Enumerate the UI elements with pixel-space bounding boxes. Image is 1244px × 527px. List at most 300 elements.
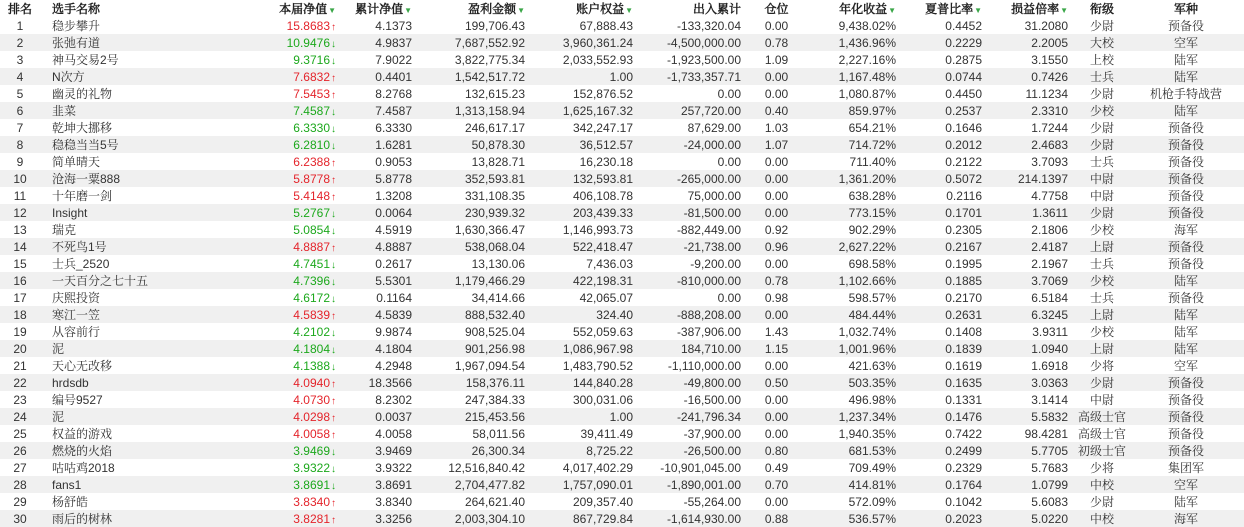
table-row[interactable]: [0, 85, 1244, 102]
cell-name[interactable]: 不死鸟1号: [40, 238, 238, 255]
cell-profit: 888,532.40: [420, 306, 533, 323]
cell-name[interactable]: 杨舒皓: [52, 495, 89, 509]
cell-name[interactable]: hrdsdb: [40, 374, 238, 391]
cell-rank: 2: [0, 34, 40, 51]
cell-ratio: 5.6083: [1031, 494, 1068, 509]
cell-equity: 7,436.03: [586, 256, 633, 271]
cell-name[interactable]: 一天百分之七十五: [40, 272, 238, 289]
cell-name[interactable]: 士兵_2520: [52, 257, 110, 271]
cell-equity: 8,725.22: [533, 442, 641, 459]
nav-value: 5.8778: [293, 171, 330, 186]
table-row[interactable]: [0, 170, 1244, 187]
cell-ratio: 3.9311: [1032, 324, 1068, 339]
cell-ratio: 2.4683: [990, 136, 1076, 153]
cell-equity: 144,840.28: [533, 374, 641, 391]
table-row[interactable]: [0, 476, 1244, 493]
nav-value: 10.9476: [286, 35, 330, 50]
cell-annual: 9,438.02%: [838, 18, 896, 33]
cell-position: 0.00: [749, 204, 804, 221]
cell-grade: 上尉: [1076, 306, 1128, 323]
cell-cum-nav: 4.1373: [375, 18, 412, 33]
table-row[interactable]: [0, 323, 1244, 340]
cell-annual: 654.21%: [848, 120, 896, 135]
cell-grade: 士兵: [1089, 291, 1114, 305]
cell-cum-nav: 18.3566: [344, 374, 420, 391]
cell-rank: 26: [0, 442, 40, 459]
arrow-down-icon: ↓: [331, 344, 336, 356]
cell-name[interactable]: 庆熙投资: [52, 291, 101, 305]
cell-branch: 预备役: [1167, 393, 1204, 407]
table-row[interactable]: [0, 425, 1244, 442]
cell-nav: [238, 340, 344, 357]
cell-nav: [238, 238, 344, 255]
nav-value: 4.7396: [293, 273, 330, 288]
cell-annual: 698.58%: [848, 256, 896, 271]
arrow-down-icon: ↓: [331, 259, 336, 271]
arrow-down-icon: ↓: [331, 463, 336, 475]
cell-ratio: 1.0940: [990, 340, 1076, 357]
cell-annual: 1,436.96%: [804, 34, 904, 51]
cell-branch: 陆军: [1173, 495, 1198, 509]
cell-branch: 预备役: [1167, 189, 1204, 203]
cell-name[interactable]: 泥: [40, 340, 238, 357]
cell-flow: -1,614,930.00: [641, 510, 749, 527]
cell-cum-nav: 8.2768: [375, 86, 412, 101]
cell-sharpe: 0.7422: [945, 426, 982, 441]
cell-sharpe: 0.1408: [945, 324, 982, 339]
sort-arrow-icon: ▼: [1060, 6, 1068, 15]
header-branch[interactable]: 军种: [1173, 2, 1198, 16]
cell-profit: 230,939.32: [420, 204, 533, 221]
cell-flow: -888,208.00: [641, 306, 749, 323]
nav-value: 5.2767: [293, 205, 330, 220]
cell-annual: 638.28%: [848, 188, 896, 203]
cell-rank: 15: [13, 256, 27, 271]
table-row[interactable]: [0, 34, 1244, 51]
cell-sharpe: 0.2229: [904, 34, 990, 51]
cell-branch: 空军: [1173, 359, 1198, 373]
table-row[interactable]: [0, 391, 1244, 408]
cell-profit: 3,822,775.34: [454, 52, 525, 67]
cell-name[interactable]: Insight: [40, 204, 238, 221]
cell-cum-nav: 3.9469: [344, 442, 420, 459]
cell-name[interactable]: 雨后的树林: [40, 510, 238, 527]
cell-profit: 1,542,517.72: [420, 68, 533, 85]
cell-equity: 324.40: [533, 306, 641, 323]
cell-profit: 2,704,477.82: [420, 476, 533, 493]
cell-name[interactable]: N次方: [40, 68, 238, 85]
cell-annual: 484.44%: [804, 306, 904, 323]
cell-grade: 少尉: [1076, 204, 1128, 221]
arrow-down-icon: ↓: [331, 293, 336, 305]
cell-position: 1.15: [749, 340, 804, 357]
cell-profit: 1,313,158.94: [420, 102, 533, 119]
cell-nav: [238, 68, 344, 85]
cell-cum-nav: 3.9322: [375, 460, 412, 475]
header-sharpe[interactable]: 夏普比率▼: [925, 2, 982, 16]
table-row[interactable]: [0, 408, 1244, 425]
cell-name[interactable]: 沧海一粟888: [40, 170, 238, 187]
cell-grade: 中校: [1076, 476, 1128, 493]
cell-cum-nav: 7.9022: [375, 52, 412, 67]
cell-ratio: 2.1806: [1031, 222, 1068, 237]
cell-equity: 1,625,167.32: [533, 102, 641, 119]
cell-nav: [238, 187, 344, 204]
cell-name[interactable]: 瑞克: [52, 223, 77, 237]
cell-sharpe: 0.1701: [904, 204, 990, 221]
header-annual[interactable]: 年化收益▼: [839, 2, 896, 16]
cell-cum-nav: 4.5839: [344, 306, 420, 323]
cell-cum-nav: 0.0064: [344, 204, 420, 221]
cell-profit: 352,593.81: [420, 170, 533, 187]
cell-rank: 7: [16, 120, 24, 135]
cell-position: 0.49: [764, 460, 789, 475]
cell-name[interactable]: 乾坤大挪移: [52, 121, 113, 135]
nav-value: 6.2810: [293, 137, 330, 152]
cell-ratio: 2.1967: [1031, 256, 1068, 271]
cell-name[interactable]: 从容前行: [52, 325, 101, 339]
cell-nav: [238, 153, 344, 170]
header-name[interactable]: 选手名称: [52, 2, 101, 16]
header-position[interactable]: 仓位: [764, 2, 789, 16]
table-row[interactable]: [0, 306, 1244, 323]
cell-grade: 少校: [1089, 325, 1114, 339]
table-body: [0, 17, 1244, 527]
nav-value: 3.9322: [293, 460, 330, 475]
cell-rank: 8: [0, 136, 40, 153]
cell-rank: 5: [16, 86, 24, 101]
table-row[interactable]: [0, 459, 1244, 476]
cell-name[interactable]: 幽灵的礼物: [52, 87, 113, 101]
cell-rank: 29: [13, 494, 27, 509]
cell-sharpe: 0.4450: [945, 86, 982, 101]
cell-position: 0.00: [749, 306, 804, 323]
table-row[interactable]: [0, 255, 1244, 272]
table-row[interactable]: [0, 238, 1244, 255]
cell-name[interactable]: 稳稳当当5号: [40, 136, 238, 153]
arrow-down-icon: ↓: [331, 446, 336, 458]
cell-nav: [238, 425, 344, 442]
nav-value: 4.0940: [293, 375, 330, 390]
cell-position: 0.00: [749, 408, 804, 425]
cell-flow: -1,923,500.00: [666, 52, 741, 67]
cell-name[interactable]: 韭菜: [40, 102, 238, 119]
nav-value: 4.7451: [293, 256, 330, 271]
nav-value: 7.6832: [293, 69, 330, 84]
cell-annual: 859.97%: [804, 102, 904, 119]
cell-name[interactable]: 简单晴天: [52, 155, 101, 169]
cell-cum-nav: 7.4587: [344, 102, 420, 119]
arrow-up-icon: ↑: [331, 242, 336, 254]
cell-branch: 陆军: [1128, 340, 1244, 357]
sort-arrow-icon: ▼: [625, 6, 633, 15]
table-row[interactable]: [0, 442, 1244, 459]
cell-grade: 士兵: [1089, 155, 1114, 169]
cell-equity: 522,418.47: [533, 238, 641, 255]
cell-annual: 709.49%: [848, 460, 896, 475]
cell-nav: [238, 119, 344, 136]
sort-arrow-icon: ▼: [404, 6, 412, 15]
nav-value: 15.8683: [286, 18, 330, 33]
cell-grade: 少将: [1089, 359, 1114, 373]
cell-nav: [238, 408, 344, 425]
cell-equity: 39,411.49: [580, 426, 633, 441]
cell-annual: 496.98%: [848, 392, 896, 407]
table-row[interactable]: [0, 68, 1244, 85]
cell-profit: 247,384.33: [464, 392, 525, 407]
cell-position: 0.00: [764, 392, 789, 407]
sort-arrow-icon: ▼: [974, 6, 982, 15]
cell-branch: 海军: [1128, 510, 1244, 527]
cell-grade: 少将: [1089, 461, 1114, 475]
nav-value: 4.0298: [293, 409, 330, 424]
cell-annual: 2,627.22%: [804, 238, 904, 255]
cell-sharpe: 0.1476: [904, 408, 990, 425]
table-row[interactable]: [0, 17, 1244, 34]
cell-sharpe: 0.0744: [904, 68, 990, 85]
arrow-up-icon: ↑: [331, 429, 336, 441]
cell-grade: 大校: [1076, 34, 1128, 51]
cell-ratio: 5.0220: [990, 510, 1076, 527]
cell-name[interactable]: 编号9527: [52, 393, 103, 407]
header-nav[interactable]: 本届净值▼: [279, 2, 336, 16]
cell-name[interactable]: 张弛有道: [40, 34, 238, 51]
cell-annual: 714.72%: [804, 136, 904, 153]
cell-sharpe: 0.1619: [945, 358, 982, 373]
cell-equity: 300,031.06: [572, 392, 633, 407]
cell-sharpe: 0.2023: [904, 510, 990, 527]
cell-sharpe: 0.2499: [904, 442, 990, 459]
cell-sharpe: 0.1646: [945, 120, 982, 135]
header-ratio[interactable]: 损益倍率▼: [1011, 2, 1068, 16]
cell-profit: 2,003,304.10: [420, 510, 533, 527]
cell-flow: -26,500.00: [641, 442, 749, 459]
table-row[interactable]: [0, 102, 1244, 119]
cell-name[interactable]: 权益的游戏: [52, 427, 113, 441]
cell-rank: 12: [0, 204, 40, 221]
cell-cum-nav: 0.4401: [344, 68, 420, 85]
cell-name[interactable]: 十年磨一剑: [52, 189, 113, 203]
table-row[interactable]: [0, 187, 1244, 204]
cell-profit: 158,376.11: [420, 374, 533, 391]
cell-position: 0.00: [764, 18, 789, 33]
cell-grade: 中校: [1076, 510, 1128, 527]
cell-nav: [238, 289, 344, 306]
cell-position: 0.96: [749, 238, 804, 255]
cell-position: 0.40: [749, 102, 804, 119]
table-row[interactable]: [0, 374, 1244, 391]
cell-name[interactable]: 神马交易2号: [52, 53, 119, 67]
arrow-down-icon: ↓: [331, 123, 336, 135]
cell-position: 0.50: [749, 374, 804, 391]
cell-grade: 少校: [1076, 272, 1128, 289]
sort-arrow-icon: ▼: [888, 6, 896, 15]
arrow-down-icon: ↓: [331, 106, 336, 118]
cell-branch: 陆军: [1173, 53, 1198, 67]
cell-flow: -4,500,000.00: [641, 34, 749, 51]
cell-position: 1.03: [764, 120, 789, 135]
cell-profit: 199,706.43: [464, 18, 525, 33]
nav-value: 4.0730: [293, 392, 330, 407]
cell-branch: 陆军: [1173, 325, 1198, 339]
table-row[interactable]: [0, 510, 1244, 527]
table-row[interactable]: [0, 153, 1244, 170]
cell-flow: -1,890,001.00: [641, 476, 749, 493]
table-row[interactable]: [0, 204, 1244, 221]
cell-branch: 预备役: [1167, 19, 1204, 33]
table-row[interactable]: [0, 221, 1244, 238]
arrow-down-icon: ↓: [331, 55, 336, 67]
table-row[interactable]: [0, 289, 1244, 306]
cell-name[interactable]: 咕咕鸡2018: [52, 461, 115, 475]
cell-equity: 1,757,090.01: [533, 476, 641, 493]
cell-nav: [238, 136, 344, 153]
cell-name[interactable]: fans1: [40, 476, 238, 493]
cell-equity: 342,247.17: [572, 120, 633, 135]
cell-annual: 536.57%: [804, 510, 904, 527]
cell-flow: -810,000.00: [641, 272, 749, 289]
cell-equity: 67,888.43: [579, 18, 633, 33]
cell-grade: 中尉: [1089, 393, 1114, 407]
table-row[interactable]: [0, 51, 1244, 68]
nav-value: 4.2102: [293, 324, 330, 339]
cell-position: 0.00: [764, 154, 789, 169]
cell-ratio: 1.7244: [1031, 120, 1068, 135]
cell-flow: -265,000.00: [641, 170, 749, 187]
cell-sharpe: 0.1995: [945, 256, 982, 271]
header-rank[interactable]: 排名: [7, 2, 32, 16]
nav-value: 4.0058: [293, 426, 330, 441]
cell-flow: 0.00: [717, 154, 741, 169]
cell-branch: 预备役: [1128, 170, 1244, 187]
cell-branch: 预备役: [1128, 374, 1244, 391]
table-row[interactable]: [0, 119, 1244, 136]
cell-position: 0.00: [764, 188, 789, 203]
sort-arrow-icon: ▼: [517, 6, 525, 15]
cell-rank: 16: [0, 272, 40, 289]
cell-sharpe: 0.2631: [904, 306, 990, 323]
cell-flow: -9,200.00: [690, 256, 741, 271]
nav-value: 9.3716: [293, 52, 330, 67]
cell-position: 0.00: [749, 68, 804, 85]
cell-equity: 36,512.57: [533, 136, 641, 153]
header-cum-nav[interactable]: 累计净值▼: [355, 2, 412, 16]
cell-name[interactable]: 稳步攀升: [52, 19, 101, 33]
cell-annual: 503.35%: [804, 374, 904, 391]
cell-branch: 预备役: [1167, 291, 1204, 305]
cell-name[interactable]: 天心无改移: [52, 359, 113, 373]
cell-sharpe: 0.2012: [904, 136, 990, 153]
cell-name[interactable]: 燃烧的火焰: [40, 442, 238, 459]
cell-profit: 908,525.04: [464, 324, 525, 339]
cell-equity: 1,483,790.52: [562, 358, 633, 373]
cell-grade: 中尉: [1089, 189, 1114, 203]
arrow-up-icon: ↑: [331, 310, 336, 322]
arrow-up-icon: ↑: [331, 89, 336, 101]
cell-name[interactable]: 寒江一笠: [40, 306, 238, 323]
cell-profit: 901,256.98: [420, 340, 533, 357]
table-row[interactable]: [0, 272, 1244, 289]
nav-value: 3.8691: [293, 477, 330, 492]
cell-rank: 22: [0, 374, 40, 391]
cell-grade: 士兵: [1089, 257, 1114, 271]
cell-cum-nav: 0.2617: [375, 256, 412, 271]
cell-nav: [238, 221, 344, 238]
arrow-down-icon: ↓: [331, 276, 336, 288]
cell-branch: 预备役: [1128, 204, 1244, 221]
cell-sharpe: 0.2875: [945, 52, 982, 67]
cell-sharpe: 0.2537: [904, 102, 990, 119]
cell-annual: 1,032.74%: [838, 324, 896, 339]
cell-position: 0.80: [749, 442, 804, 459]
table-row[interactable]: [0, 493, 1244, 510]
cell-flow: 87,629.00: [687, 120, 741, 135]
header-flow[interactable]: 出入累计: [692, 2, 741, 16]
cell-branch: 空军: [1128, 34, 1244, 51]
cell-equity: 152,876.52: [572, 86, 633, 101]
cell-grade: 上校: [1089, 53, 1114, 67]
cell-position: 0.70: [749, 476, 804, 493]
cell-ratio: 6.5184: [1031, 290, 1068, 305]
nav-value: 3.8281: [293, 511, 330, 526]
cell-flow: -81,500.00: [641, 204, 749, 221]
nav-value: 4.5839: [293, 307, 330, 322]
cell-ratio: 3.0363: [990, 374, 1076, 391]
cell-grade: 上尉: [1076, 340, 1128, 357]
header-grade[interactable]: 衔级: [1089, 2, 1114, 16]
cell-cum-nav: 0.9053: [375, 154, 412, 169]
cell-branch: 空军: [1128, 476, 1244, 493]
arrow-up-icon: ↑: [331, 21, 336, 33]
cell-flow: -10,901,045.00: [660, 460, 741, 475]
cell-cum-nav: 3.3256: [344, 510, 420, 527]
cell-name[interactable]: 泥: [40, 408, 238, 425]
cell-nav: [238, 374, 344, 391]
cell-profit: 58,011.56: [472, 426, 525, 441]
cell-branch: 陆军: [1128, 102, 1244, 119]
cell-flow: 257,720.00: [641, 102, 749, 119]
cell-position: 0.88: [749, 510, 804, 527]
cell-rank: 3: [16, 52, 24, 67]
cell-equity: 132,593.81: [533, 170, 641, 187]
header-profit[interactable]: 盈利金额▼: [468, 2, 525, 16]
table-row[interactable]: [0, 357, 1244, 374]
cell-rank: 1: [16, 18, 24, 33]
cell-rank: 9: [16, 154, 24, 169]
cell-grade: 少校: [1089, 223, 1114, 237]
cell-branch: 预备役: [1128, 408, 1244, 425]
cell-equity: 1,146,993.73: [562, 222, 633, 237]
header-equity[interactable]: 账户权益▼: [576, 2, 633, 16]
cell-rank: 30: [0, 510, 40, 527]
cell-sharpe: 0.1885: [904, 272, 990, 289]
cell-ratio: 3.1550: [1031, 52, 1068, 67]
nav-value: 5.4148: [293, 188, 330, 203]
arrow-up-icon: ↑: [331, 497, 336, 509]
table-row[interactable]: [0, 136, 1244, 153]
cell-nav: [238, 272, 344, 289]
cell-branch: 预备役: [1167, 121, 1204, 135]
cell-position: 0.00: [764, 426, 789, 441]
cell-equity: 4,017,402.29: [562, 460, 633, 475]
cell-grade: 少尉: [1089, 19, 1114, 33]
cell-grade: 少尉: [1089, 87, 1114, 101]
nav-value: 3.8340: [293, 494, 330, 509]
cell-rank: 14: [0, 238, 40, 255]
cell-annual: 1,361.20%: [804, 170, 904, 187]
cell-position: 1.07: [749, 136, 804, 153]
table-row[interactable]: [0, 340, 1244, 357]
